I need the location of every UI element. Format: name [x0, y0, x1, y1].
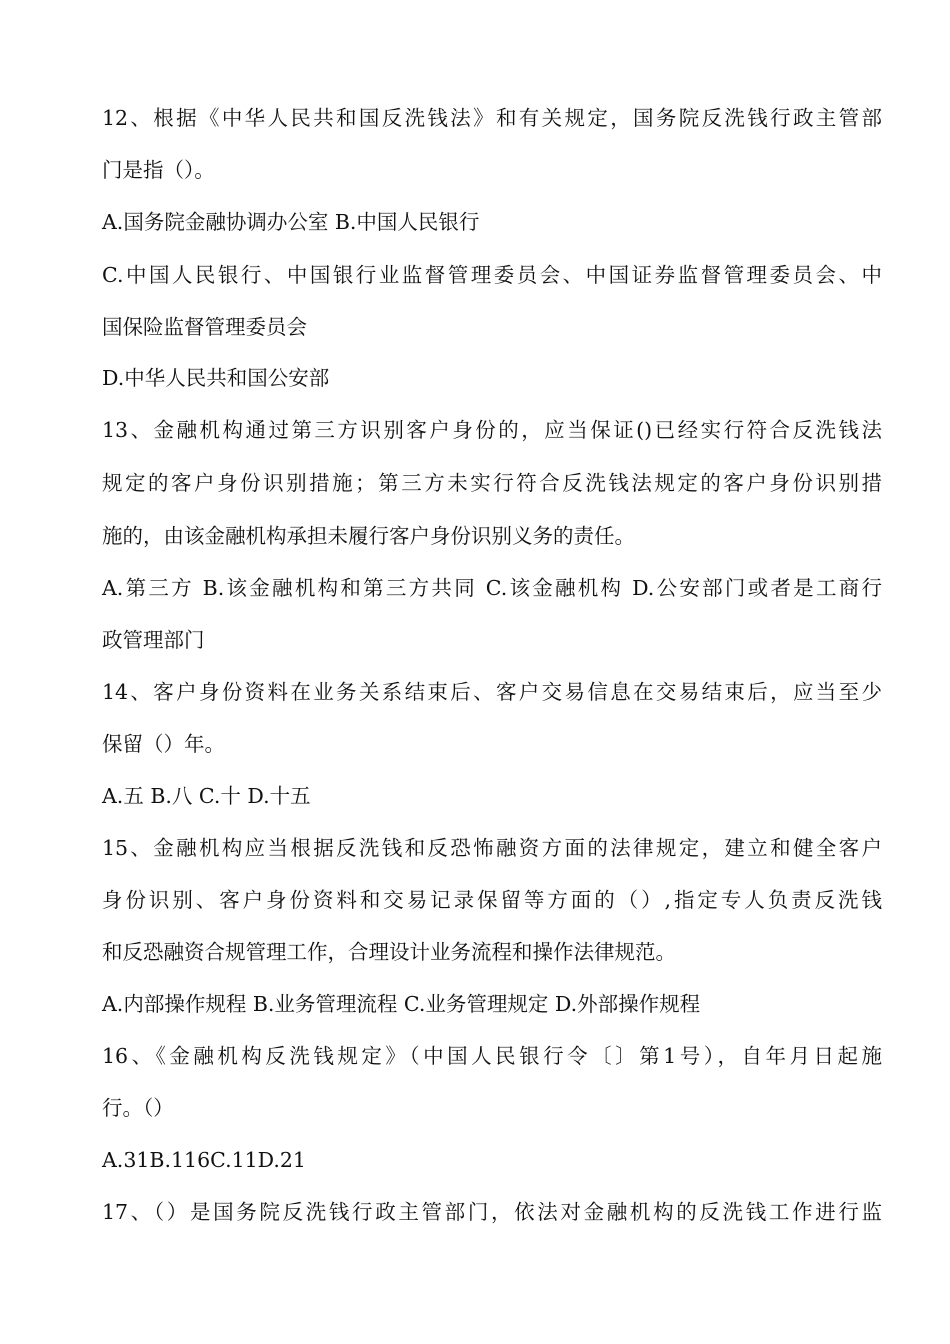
question-13-options-line-2: 政管理部门	[102, 628, 205, 652]
question-12-option-c-line-1: C.中国人民银行、中国银行业监督管理委员会、中国证券监督管理委员会、中	[102, 263, 882, 287]
question-14-line-2: 保留（）年。	[102, 732, 225, 756]
question-14-options: A.五 B.八 C.十 D.十五	[102, 784, 311, 808]
question-12-line-2: 门是指（）。	[102, 158, 215, 182]
question-15-line-1: 15、金融机构应当根据反洗钱和反恐怖融资方面的法律规定，建立和健全客户	[102, 836, 882, 860]
question-17-line-1: 17、（）是国务院反洗钱行政主管部门，依法对金融机构的反洗钱工作进行监	[102, 1200, 882, 1224]
question-13-options-line-1: A.第三方 B.该金融机构和第三方共同 C.该金融机构 D.公安部门或者是工商行	[102, 576, 882, 600]
question-16-options: A.31B.116C.11D.21	[102, 1148, 306, 1172]
question-16-line-2: 行。（）	[102, 1096, 174, 1120]
question-14-line-1: 14、客户身份资料在业务关系结束后、客户交易信息在交易结束后，应当至少	[102, 680, 882, 704]
question-12-option-c-line-2: 国保险监督管理委员会	[102, 315, 307, 339]
question-15-options: A.内部操作规程 B.业务管理流程 C.业务管理规定 D.外部操作规程	[102, 992, 701, 1016]
question-13-line-3: 施的，由该金融机构承担未履行客户身份识别义务的责任。	[102, 524, 635, 548]
question-13-line-1: 13、金融机构通过第三方识别客户身份的，应当保证()已经实行符合反洗钱法	[102, 418, 882, 442]
question-16-line-1: 16、《金融机构反洗钱规定》（中国人民银行令〔〕第1号），自年月日起施	[102, 1044, 882, 1068]
question-15-line-3: 和反恐融资合规管理工作，合理设计业务流程和操作法律规范。	[102, 940, 676, 964]
question-12-options-a-b: A.国务院金融协调办公室 B.中国人民银行	[102, 210, 480, 234]
question-15-line-2: 身份识别、客户身份资料和交易记录保留等方面的（）,指定专人负责反洗钱	[102, 888, 882, 912]
question-12-option-d: D.中华人民共和国公安部	[102, 366, 330, 390]
question-12-line-1: 12、根据《中华人民共和国反洗钱法》和有关规定，国务院反洗钱行政主管部	[102, 106, 882, 130]
question-13-line-2: 规定的客户身份识别措施；第三方未实行符合反洗钱法规定的客户身份识别措	[102, 471, 882, 495]
